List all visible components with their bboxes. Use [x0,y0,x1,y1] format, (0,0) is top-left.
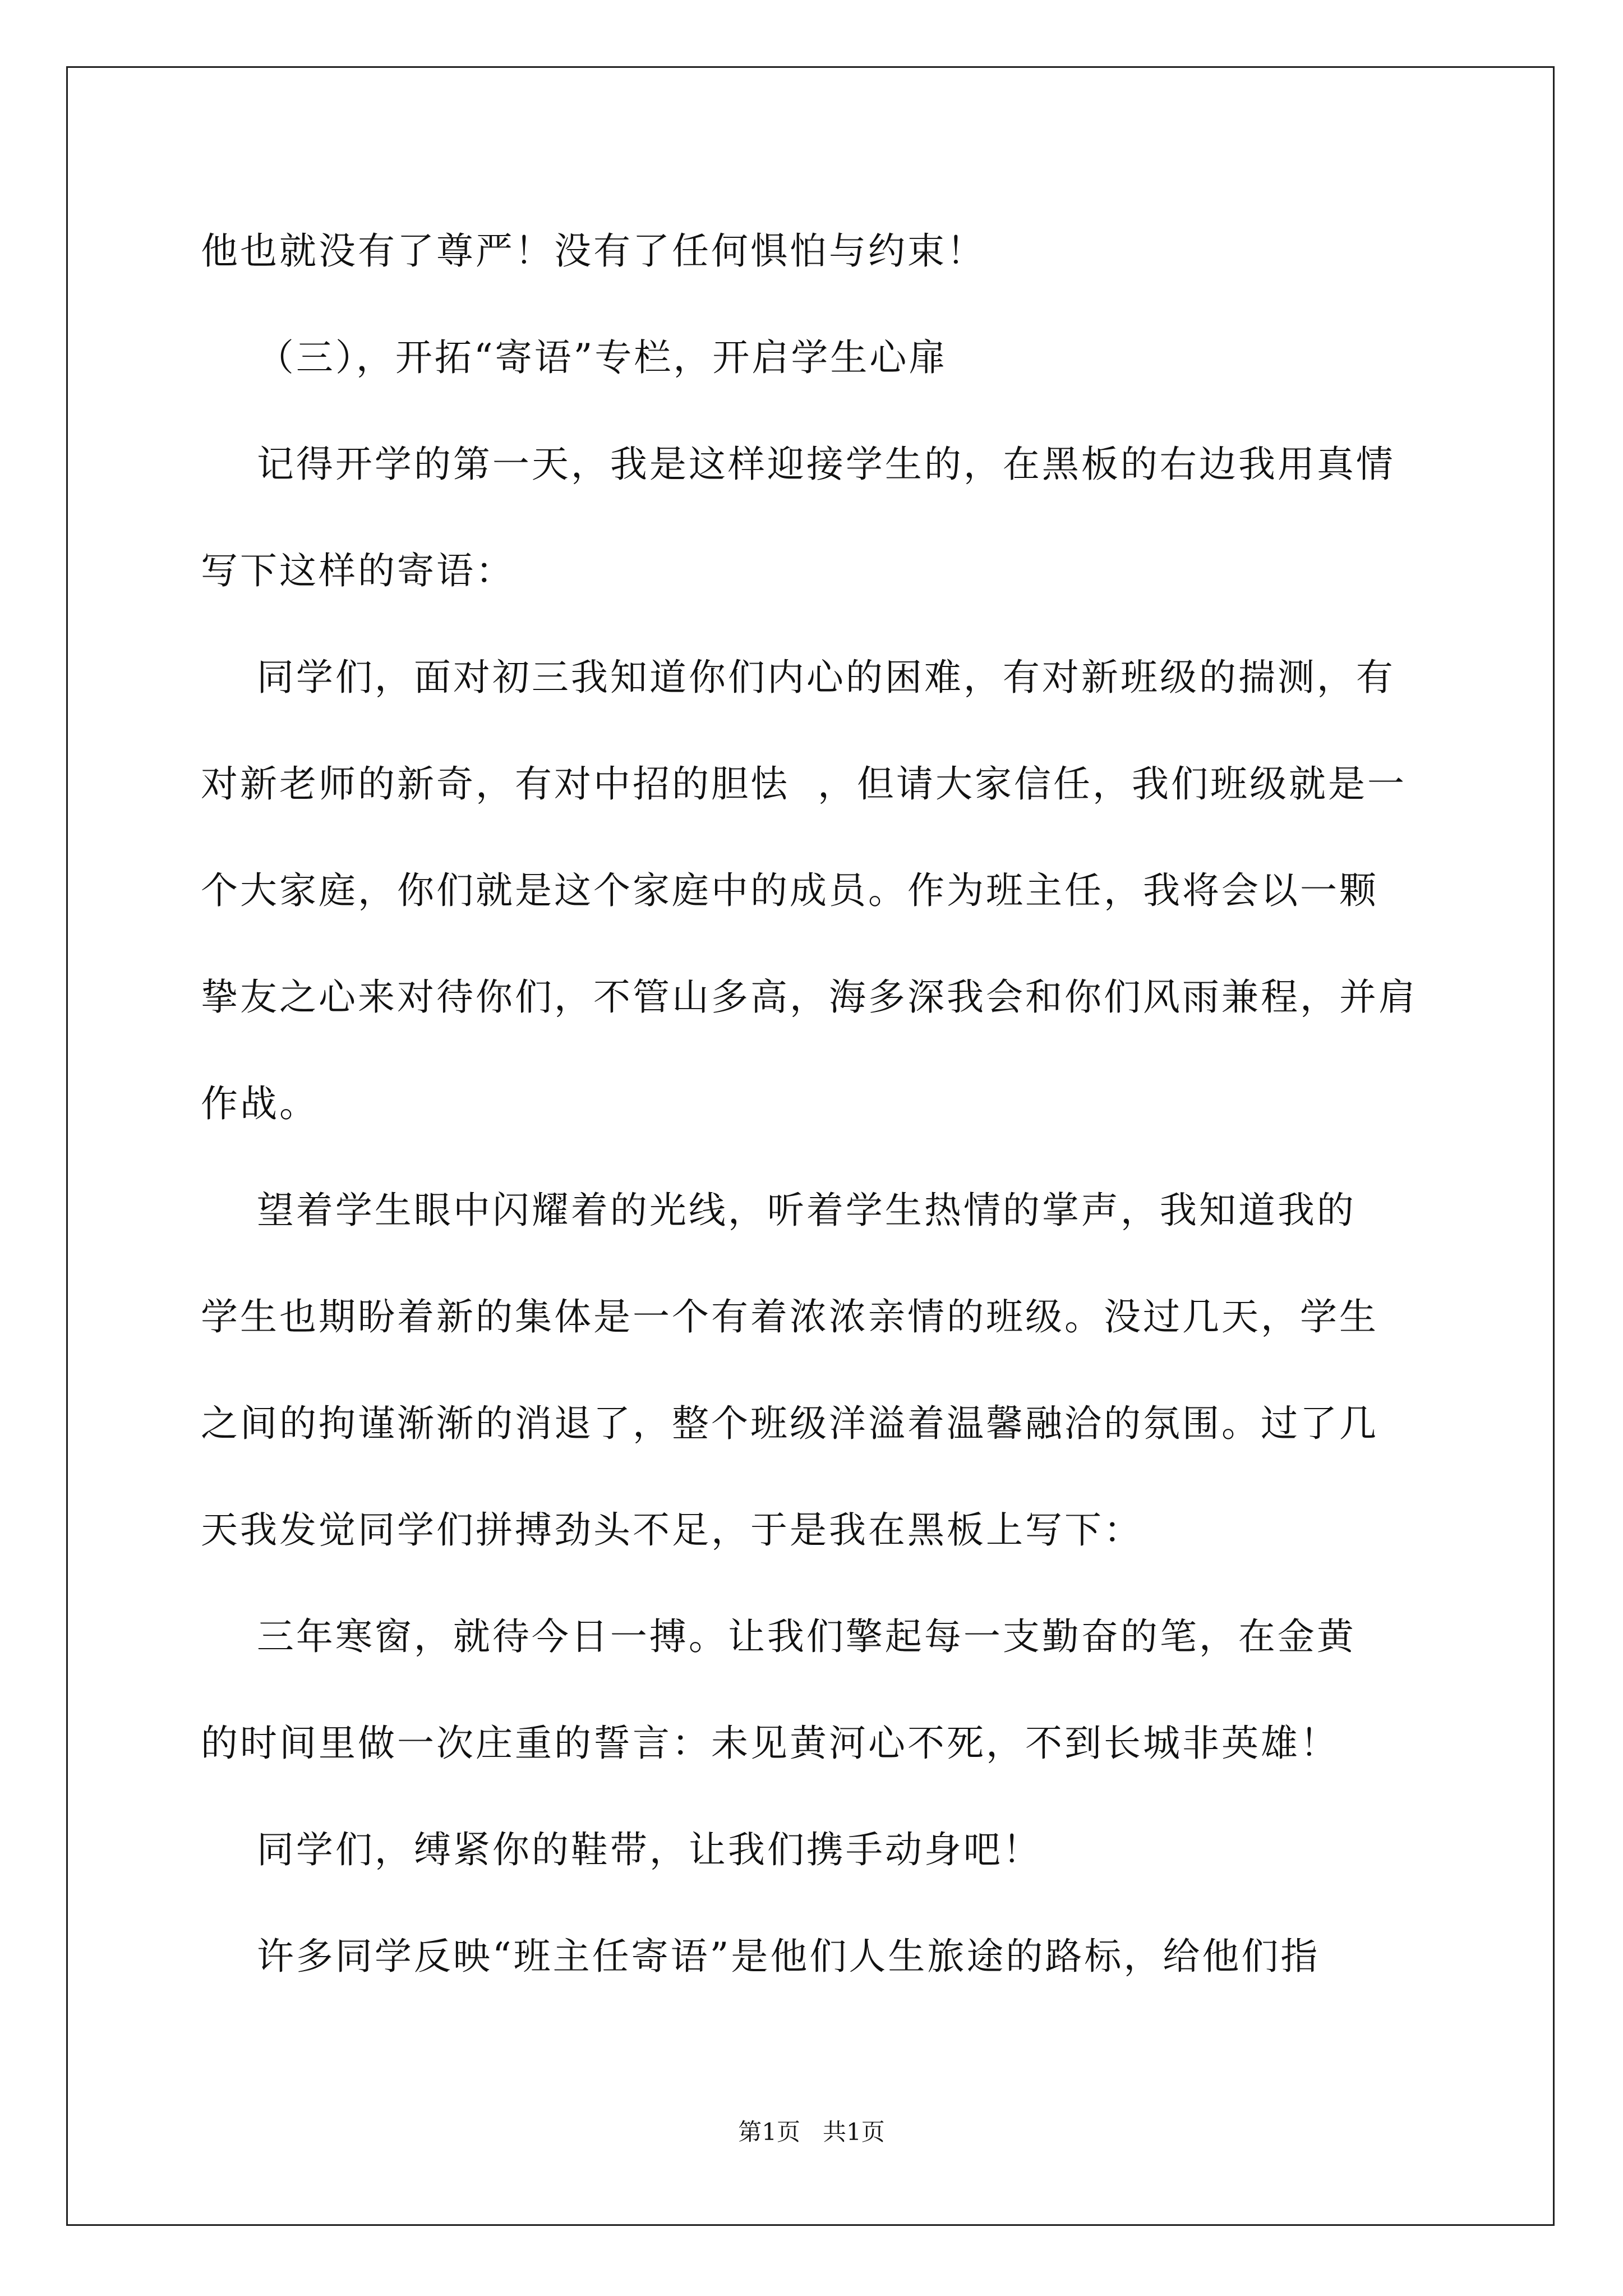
text-line: 同学们，面对初三我知道你们内心的困难，有对新班级的揣测，有 [201,656,1395,699]
text-line: 望着学生眼中闪耀着的光线，听着学生热情的掌声，我知道我的 [201,1189,1356,1232]
text-line: 学生也期盼着新的集体是一个有着浓浓亲情的班级。没过几天，学生 [201,1295,1378,1338]
page-border [66,66,1555,2226]
text-line: 同学们，缚紧你的鞋带，让我们携手动身吧！ [201,1828,1042,1871]
text-line: 他也就没有了尊严！没有了任何惧怕与约束！ [201,229,986,273]
text-line: 写下这样的寄语： [201,549,515,592]
text-line: 之间的拘谨渐渐的消退了，整个班级洋溢着温馨融洽的氛围。过了几 [201,1402,1378,1445]
text-line: 个大家庭，你们就是这个家庭中的成员。作为班主任，我将会以一颗 [201,869,1378,912]
section-heading: （三），开拓“寄语”专栏，开启学生心扉 [201,336,948,379]
text-line: 记得开学的第一天，我是这样迎接学生的，在黑板的右边我用真情 [201,443,1395,486]
text-line: 挚友之心来对待你们，不管山多高，海多深我会和你们风雨兼程，并肩 [201,976,1418,1019]
text-line: 的时间里做一次庄重的誓言：未见黄河心不死，不到长城非英雄！ [201,1722,1339,1765]
text-line: 对新老师的新奇，有对中招的胆怯 ，但请大家信任，我们班级就是一 [201,762,1407,806]
page-number: 第1页 共1页 [738,2118,885,2146]
text-line: 作战。 [201,1082,319,1125]
text-line: 天我发觉同学们拼搏劲头不足，于是我在黑板上写下： [201,1508,1143,1552]
text-line: 三年寒窗，就待今日一搏。让我们擎起每一支勤奋的笔，在金黄 [201,1615,1356,1658]
text-line: 许多同学反映“班主任寄语”是他们人生旅途的路标，给他们指 [201,1935,1320,1978]
